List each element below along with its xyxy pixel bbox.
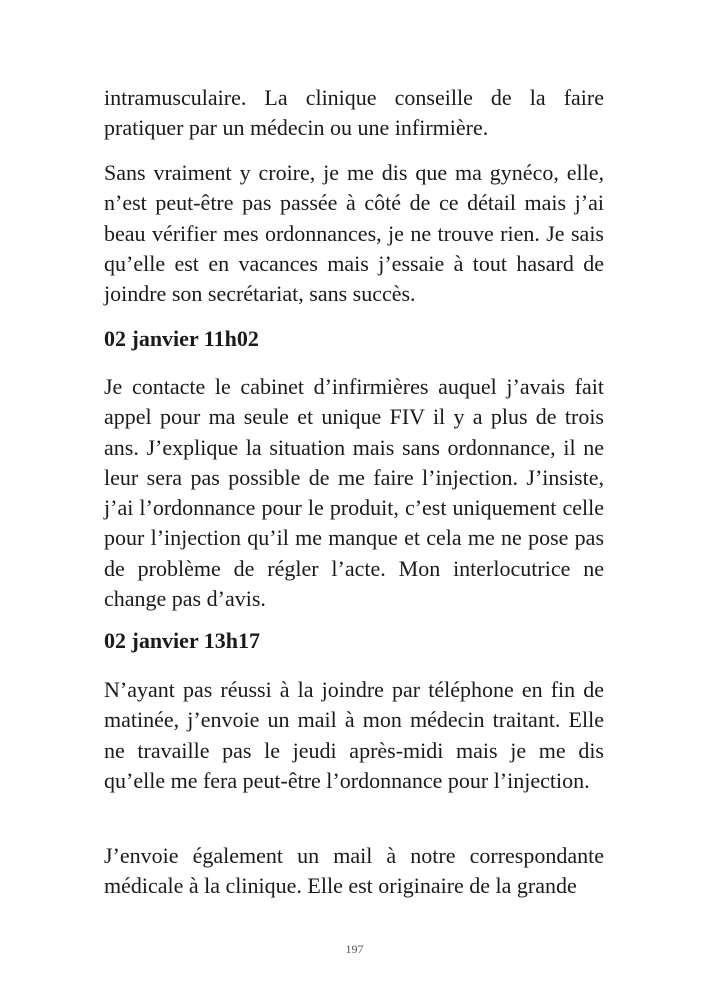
heading-02-janvier-11h02: 02 janvier 11h02 (104, 326, 259, 351)
heading-02-janvier-13h17: 02 janvier 13h17 (104, 628, 261, 653)
paragraph-medecin-traitant: N’ayant pas réussi à la joindre par téléphone en fin de matinée, j’envoie un mail à mon médecin traitant. Elle ne travaille pas le jeudi après-midi mais je me dis qu’elle me fera peut-être l’ordonnance pour l’injection. (104, 677, 604, 793)
page-number: 197 (345, 942, 364, 956)
paragraph-cabinet-infirmieres: Je contacte le cabinet d’infirmières auquel j’avais fait appel pour ma seule et unique FIV il y a plus de trois ans. J’explique la situation mais sans ordonnance, il ne leur sera pas possible de me faire l’injection. J’insiste, j’ai l’ordonnance pour le produit, c’est uniquement celle pour l’injection qu’il me manque et cela me ne pose pas de problème de régler l’acte. Mon interlocutrice ne change pas d’avis. (104, 374, 604, 612)
paragraph-correspondante-medicale: J’envoie également un mail à notre correspondante médicale à la clinique. Elle est originaire de la grande (104, 843, 604, 899)
paragraph-intramusculaire: intramusculaire. La clinique conseille de la faire pratiquer par un médecin ou une infirmière. (104, 85, 604, 141)
paragraph-gyneco: Sans vraiment y croire, je me dis que ma gynéco, elle, n’est peut-être pas passée à côté de ce détail mais j’ai beau vérifier mes ordonnances, je ne trouve rien. Je sais qu’elle est en vacances mais j’essaie à tout hasard de joindre son secrétariat, sans succès. (104, 160, 604, 307)
